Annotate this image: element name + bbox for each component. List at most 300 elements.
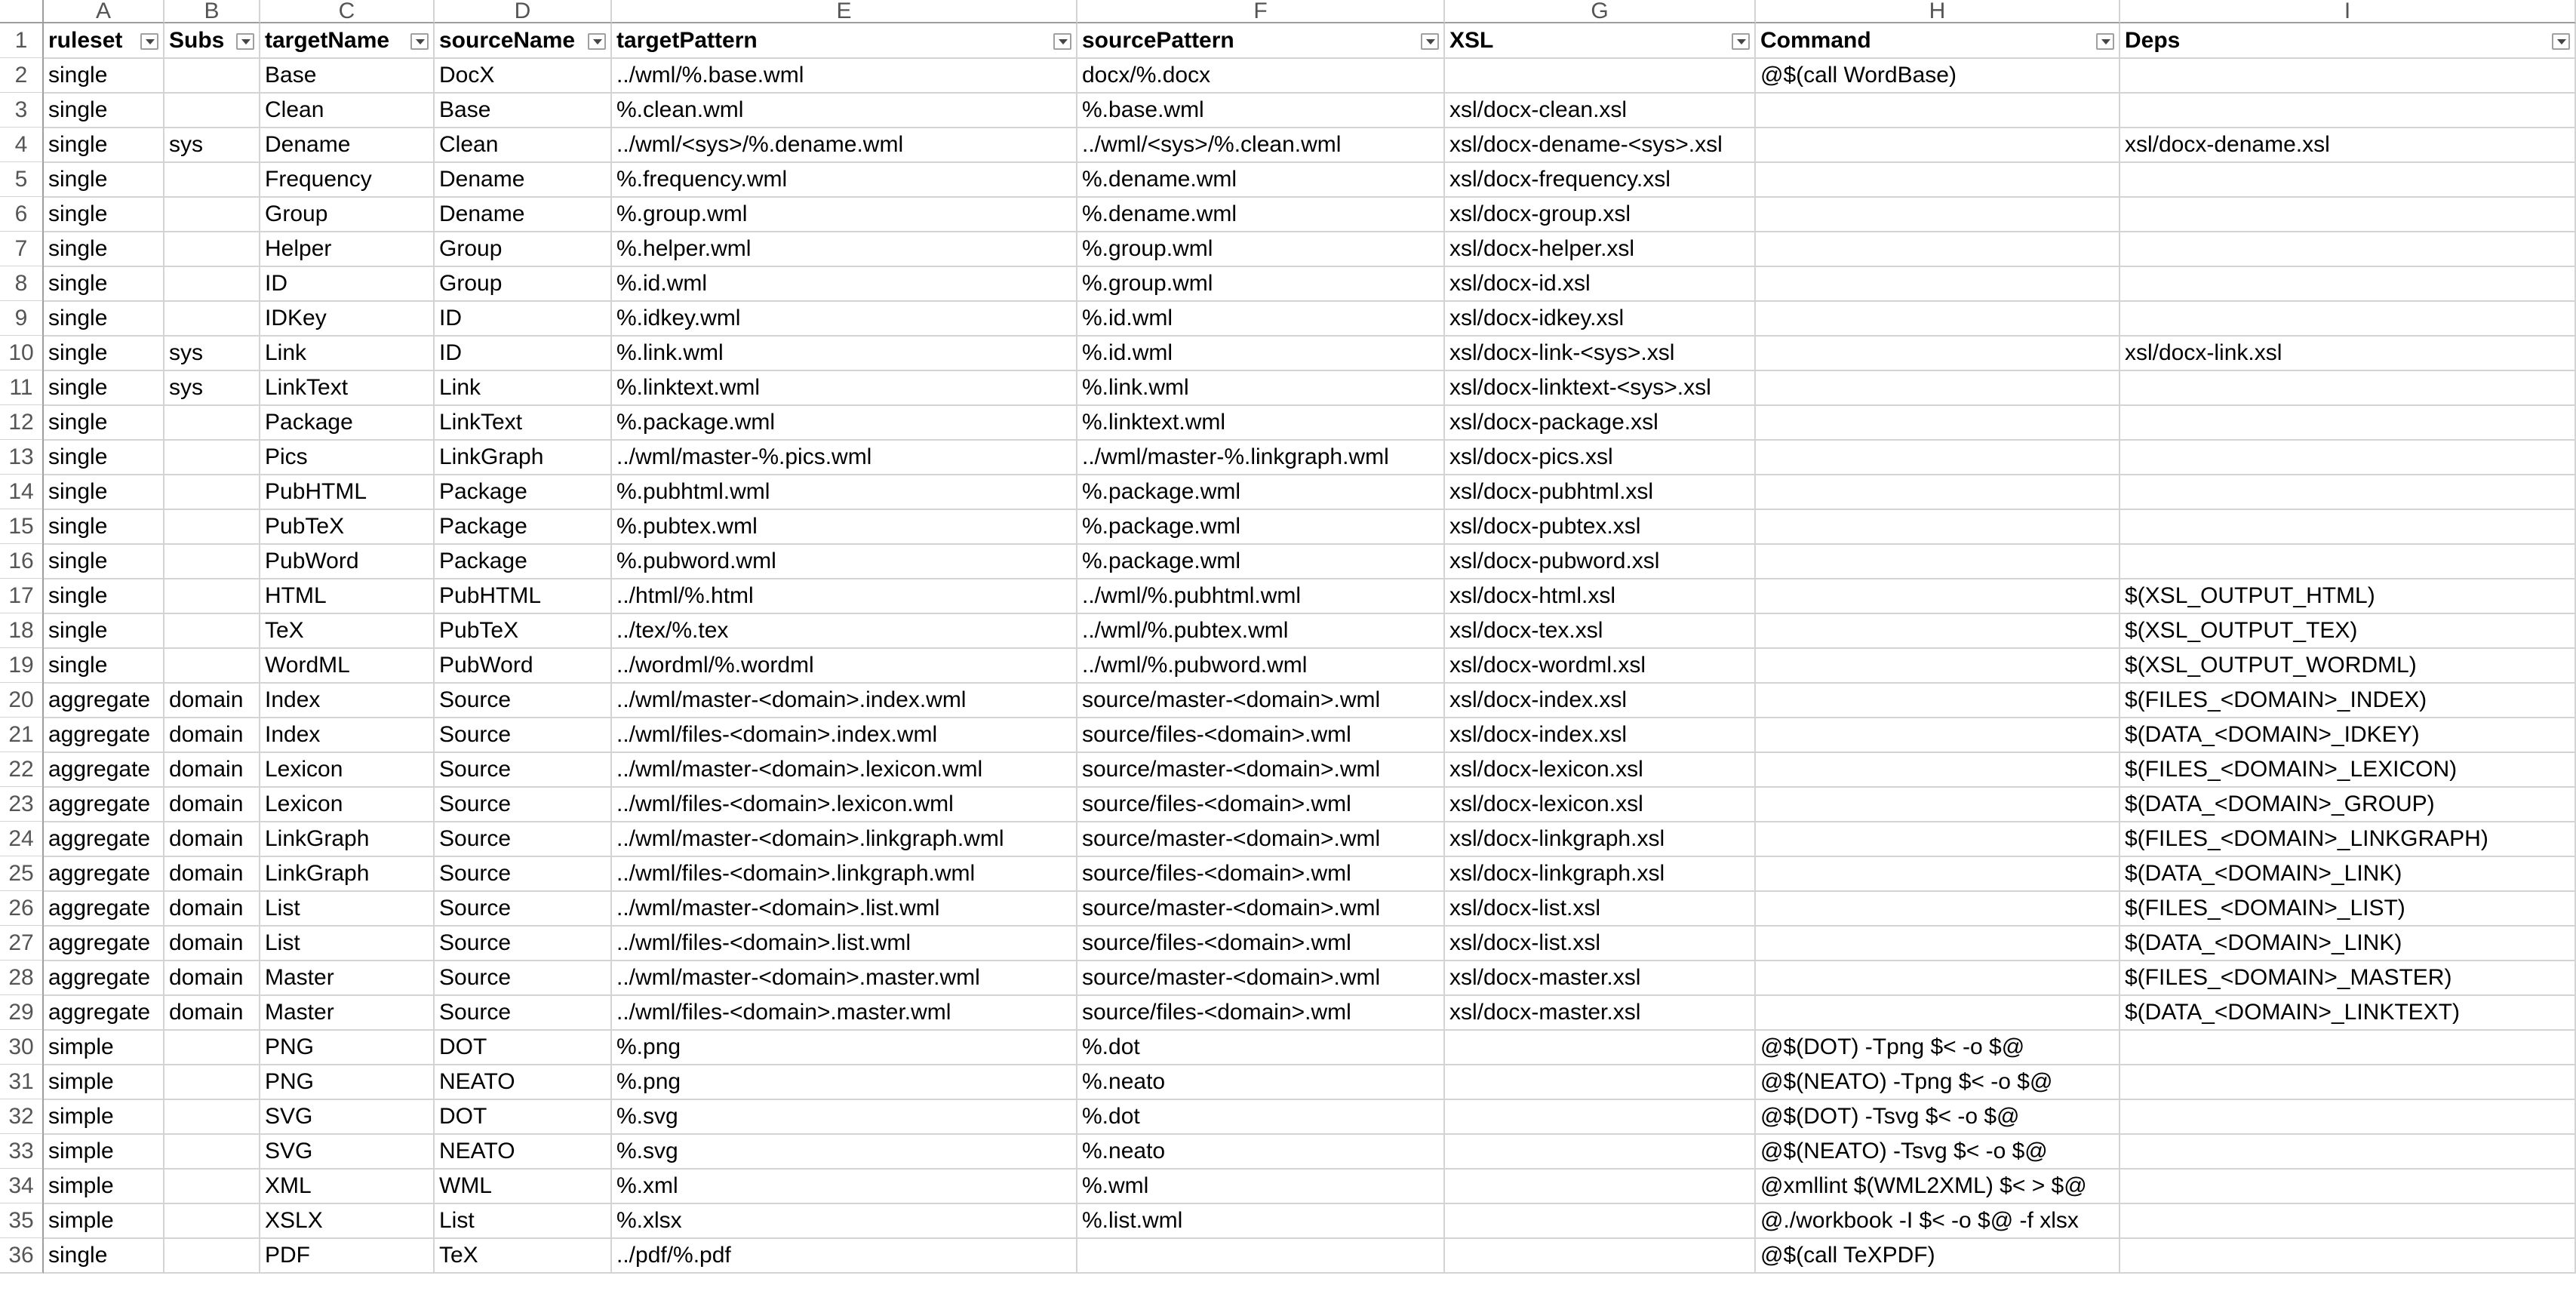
cell-d12[interactable]: LinkText (435, 405, 612, 441)
cell-c34[interactable]: XML (260, 1169, 435, 1204)
cell-f34[interactable]: %.wml (1077, 1169, 1445, 1204)
cell-a29[interactable]: aggregate (44, 995, 164, 1031)
filter-dropdown-icon[interactable] (1732, 33, 1750, 50)
cell-i10[interactable]: xsl/docx-link.xsl (2120, 336, 2576, 371)
cell-b2[interactable] (164, 58, 260, 94)
cell-a12[interactable]: single (44, 405, 164, 441)
cell-f20[interactable]: source/master-<domain>.wml (1077, 683, 1445, 718)
cell-c28[interactable]: Master (260, 961, 435, 996)
row-number[interactable]: 17 (0, 579, 44, 614)
cell-g28[interactable]: xsl/docx-master.xsl (1445, 961, 1756, 996)
row-number[interactable]: 25 (0, 856, 44, 892)
cell-f23[interactable]: source/files-<domain>.wml (1077, 787, 1445, 822)
cell-f5[interactable]: %.dename.wml (1077, 162, 1445, 198)
cell-h14[interactable] (1756, 475, 2120, 510)
cell-b17[interactable] (164, 579, 260, 614)
cell-e13[interactable]: ../wml/master-%.pics.wml (612, 440, 1077, 475)
cell-b11[interactable]: sys (164, 370, 260, 406)
cell-i9[interactable] (2120, 301, 2576, 337)
cell-h36[interactable]: @$(call TeXPDF) (1756, 1238, 2120, 1274)
cell-f31[interactable]: %.neato (1077, 1065, 1445, 1100)
column-header-i[interactable]: I (2120, 0, 2576, 23)
filter-dropdown-icon[interactable] (140, 33, 158, 50)
cell-d23[interactable]: Source (435, 787, 612, 822)
cell-e16[interactable]: %.pubword.wml (612, 544, 1077, 579)
header-cell-sourcename[interactable] (435, 23, 612, 59)
cell-i8[interactable] (2120, 266, 2576, 302)
column-header-g[interactable]: G (1445, 0, 1756, 23)
row-number[interactable]: 30 (0, 1030, 44, 1065)
cell-c25[interactable]: LinkGraph (260, 856, 435, 892)
cell-f36[interactable] (1077, 1238, 1445, 1274)
cell-i23[interactable]: $(DATA_<DOMAIN>_GROUP) (2120, 787, 2576, 822)
cell-g20[interactable]: xsl/docx-index.xsl (1445, 683, 1756, 718)
header-cell-sourcepattern[interactable] (1077, 23, 1445, 59)
cell-c30[interactable]: PNG (260, 1030, 435, 1065)
cell-c3[interactable]: Clean (260, 93, 435, 128)
cell-b29[interactable]: domain (164, 995, 260, 1031)
cell-b32[interactable] (164, 1099, 260, 1135)
cell-i27[interactable]: $(DATA_<DOMAIN>_LINK) (2120, 926, 2576, 961)
cell-g32[interactable] (1445, 1099, 1756, 1135)
cell-a21[interactable]: aggregate (44, 718, 164, 753)
cell-c7[interactable]: Helper (260, 232, 435, 267)
cell-g9[interactable]: xsl/docx-idkey.xsl (1445, 301, 1756, 337)
cell-i26[interactable]: $(FILES_<DOMAIN>_LIST) (2120, 891, 2576, 927)
row-number[interactable]: 18 (0, 613, 44, 649)
cell-a9[interactable]: single (44, 301, 164, 337)
row-number[interactable]: 2 (0, 58, 44, 94)
cell-d28[interactable]: Source (435, 961, 612, 996)
cell-i11[interactable] (2120, 370, 2576, 406)
cell-b18[interactable] (164, 613, 260, 649)
row-number[interactable]: 14 (0, 475, 44, 510)
cell-d14[interactable]: Package (435, 475, 612, 510)
cell-i31[interactable] (2120, 1065, 2576, 1100)
cell-d2[interactable]: DocX (435, 58, 612, 94)
filter-dropdown-icon[interactable] (410, 33, 429, 50)
cell-b5[interactable] (164, 162, 260, 198)
cell-g8[interactable]: xsl/docx-id.xsl (1445, 266, 1756, 302)
cell-g5[interactable]: xsl/docx-frequency.xsl (1445, 162, 1756, 198)
cell-d22[interactable]: Source (435, 752, 612, 788)
cell-g2[interactable] (1445, 58, 1756, 94)
cell-d9[interactable]: ID (435, 301, 612, 337)
cell-i19[interactable]: $(XSL_OUTPUT_WORDML) (2120, 648, 2576, 684)
cell-b4[interactable]: sys (164, 128, 260, 163)
cell-a4[interactable]: single (44, 128, 164, 163)
cell-d25[interactable]: Source (435, 856, 612, 892)
cell-i18[interactable]: $(XSL_OUTPUT_TEX) (2120, 613, 2576, 649)
cell-d24[interactable]: Source (435, 822, 612, 857)
cell-i30[interactable] (2120, 1030, 2576, 1065)
header-cell-ruleset[interactable] (44, 23, 164, 59)
cell-g10[interactable]: xsl/docx-link-<sys>.xsl (1445, 336, 1756, 371)
cell-e19[interactable]: ../wordml/%.wordml (612, 648, 1077, 684)
row-number[interactable]: 23 (0, 787, 44, 822)
cell-d35[interactable]: List (435, 1203, 612, 1239)
cell-i14[interactable] (2120, 475, 2576, 510)
cell-b15[interactable] (164, 509, 260, 545)
cell-c8[interactable]: ID (260, 266, 435, 302)
cell-d4[interactable]: Clean (435, 128, 612, 163)
cell-a34[interactable]: simple (44, 1169, 164, 1204)
cell-i28[interactable]: $(FILES_<DOMAIN>_MASTER) (2120, 961, 2576, 996)
row-number[interactable]: 22 (0, 752, 44, 788)
cell-e10[interactable]: %.link.wml (612, 336, 1077, 371)
cell-i17[interactable]: $(XSL_OUTPUT_HTML) (2120, 579, 2576, 614)
row-number[interactable]: 29 (0, 995, 44, 1031)
cell-c10[interactable]: Link (260, 336, 435, 371)
cell-f25[interactable]: source/files-<domain>.wml (1077, 856, 1445, 892)
cell-c32[interactable]: SVG (260, 1099, 435, 1135)
cell-g33[interactable] (1445, 1134, 1756, 1170)
cell-i5[interactable] (2120, 162, 2576, 198)
cell-b27[interactable]: domain (164, 926, 260, 961)
column-header-b[interactable]: B (164, 0, 260, 23)
cell-b3[interactable] (164, 93, 260, 128)
header-cell-targetname[interactable] (260, 23, 435, 59)
cell-h26[interactable] (1756, 891, 2120, 927)
row-number[interactable]: 32 (0, 1099, 44, 1135)
cell-h34[interactable]: @xmllint $(WML2XML) $< > $@ (1756, 1169, 2120, 1204)
cell-b36[interactable] (164, 1238, 260, 1274)
cell-c4[interactable]: Dename (260, 128, 435, 163)
cell-h31[interactable]: @$(NEATO) -Tpng $< -o $@ (1756, 1065, 2120, 1100)
cell-f8[interactable]: %.group.wml (1077, 266, 1445, 302)
cell-c12[interactable]: Package (260, 405, 435, 441)
cell-d10[interactable]: ID (435, 336, 612, 371)
cell-g35[interactable] (1445, 1203, 1756, 1239)
cell-f19[interactable]: ../wml/%.pubword.wml (1077, 648, 1445, 684)
cell-i2[interactable] (2120, 58, 2576, 94)
row-number[interactable]: 19 (0, 648, 44, 684)
cell-e4[interactable]: ../wml/<sys>/%.dename.wml (612, 128, 1077, 163)
cell-f18[interactable]: ../wml/%.pubtex.wml (1077, 613, 1445, 649)
header-cell-subs[interactable] (164, 23, 260, 59)
cell-h5[interactable] (1756, 162, 2120, 198)
cell-i15[interactable] (2120, 509, 2576, 545)
cell-f22[interactable]: source/master-<domain>.wml (1077, 752, 1445, 788)
cell-d32[interactable]: DOT (435, 1099, 612, 1135)
cell-b20[interactable]: domain (164, 683, 260, 718)
cell-a14[interactable]: single (44, 475, 164, 510)
cell-h30[interactable]: @$(DOT) -Tpng $< -o $@ (1756, 1030, 2120, 1065)
cell-i21[interactable]: $(DATA_<DOMAIN>_IDKEY) (2120, 718, 2576, 753)
cell-c2[interactable]: Base (260, 58, 435, 94)
column-header-c[interactable]: C (260, 0, 435, 23)
cell-c27[interactable]: List (260, 926, 435, 961)
filter-dropdown-icon[interactable] (1421, 33, 1439, 50)
cell-h9[interactable] (1756, 301, 2120, 337)
cell-i3[interactable] (2120, 93, 2576, 128)
cell-h8[interactable] (1756, 266, 2120, 302)
cell-b21[interactable]: domain (164, 718, 260, 753)
column-header-d[interactable]: D (435, 0, 612, 23)
cell-i16[interactable] (2120, 544, 2576, 579)
row-number[interactable]: 24 (0, 822, 44, 857)
cell-h13[interactable] (1756, 440, 2120, 475)
cell-f13[interactable]: ../wml/master-%.linkgraph.wml (1077, 440, 1445, 475)
cell-a32[interactable]: simple (44, 1099, 164, 1135)
cell-f11[interactable]: %.link.wml (1077, 370, 1445, 406)
filter-dropdown-icon[interactable] (1053, 33, 1071, 50)
cell-e32[interactable]: %.svg (612, 1099, 1077, 1135)
cell-a8[interactable]: single (44, 266, 164, 302)
cell-i25[interactable]: $(DATA_<DOMAIN>_LINK) (2120, 856, 2576, 892)
cell-c31[interactable]: PNG (260, 1065, 435, 1100)
cell-i4[interactable]: xsl/docx-dename.xsl (2120, 128, 2576, 163)
header-cell-deps[interactable] (2120, 23, 2576, 59)
cell-d7[interactable]: Group (435, 232, 612, 267)
cell-e11[interactable]: %.linktext.wml (612, 370, 1077, 406)
cell-d29[interactable]: Source (435, 995, 612, 1031)
cell-d26[interactable]: Source (435, 891, 612, 927)
cell-b7[interactable] (164, 232, 260, 267)
cell-f30[interactable]: %.dot (1077, 1030, 1445, 1065)
cell-a2[interactable]: single (44, 58, 164, 94)
header-cell-targetpattern[interactable] (612, 23, 1077, 59)
cell-i20[interactable]: $(FILES_<DOMAIN>_INDEX) (2120, 683, 2576, 718)
cell-h28[interactable] (1756, 961, 2120, 996)
cell-g4[interactable]: xsl/docx-dename-<sys>.xsl (1445, 128, 1756, 163)
cell-d11[interactable]: Link (435, 370, 612, 406)
cell-c15[interactable]: PubTeX (260, 509, 435, 545)
cell-h4[interactable] (1756, 128, 2120, 163)
cell-a3[interactable]: single (44, 93, 164, 128)
cell-d15[interactable]: Package (435, 509, 612, 545)
cell-g27[interactable]: xsl/docx-list.xsl (1445, 926, 1756, 961)
cell-g25[interactable]: xsl/docx-linkgraph.xsl (1445, 856, 1756, 892)
cell-c16[interactable]: PubWord (260, 544, 435, 579)
cell-h3[interactable] (1756, 93, 2120, 128)
cell-g31[interactable] (1445, 1065, 1756, 1100)
cell-d16[interactable]: Package (435, 544, 612, 579)
filter-dropdown-icon[interactable] (588, 33, 606, 50)
cell-e9[interactable]: %.idkey.wml (612, 301, 1077, 337)
cell-c23[interactable]: Lexicon (260, 787, 435, 822)
row-number[interactable]: 7 (0, 232, 44, 267)
cell-e28[interactable]: ../wml/master-<domain>.master.wml (612, 961, 1077, 996)
cell-f17[interactable]: ../wml/%.pubhtml.wml (1077, 579, 1445, 614)
cell-d13[interactable]: LinkGraph (435, 440, 612, 475)
cell-g26[interactable]: xsl/docx-list.xsl (1445, 891, 1756, 927)
cell-h25[interactable] (1756, 856, 2120, 892)
cell-b31[interactable] (164, 1065, 260, 1100)
cell-d8[interactable]: Group (435, 266, 612, 302)
cell-b23[interactable]: domain (164, 787, 260, 822)
cell-b6[interactable] (164, 197, 260, 232)
cell-g13[interactable]: xsl/docx-pics.xsl (1445, 440, 1756, 475)
cell-b34[interactable] (164, 1169, 260, 1204)
cell-a36[interactable]: single (44, 1238, 164, 1274)
row-number[interactable]: 20 (0, 683, 44, 718)
cell-e23[interactable]: ../wml/files-<domain>.lexicon.wml (612, 787, 1077, 822)
cell-a27[interactable]: aggregate (44, 926, 164, 961)
cell-d30[interactable]: DOT (435, 1030, 612, 1065)
column-header-e[interactable]: E (612, 0, 1077, 23)
cell-d20[interactable]: Source (435, 683, 612, 718)
cell-h22[interactable] (1756, 752, 2120, 788)
row-number[interactable]: 3 (0, 93, 44, 128)
cell-b16[interactable] (164, 544, 260, 579)
row-number[interactable]: 9 (0, 301, 44, 337)
cell-h19[interactable] (1756, 648, 2120, 684)
header-cell-xsl[interactable] (1445, 23, 1756, 59)
cell-e3[interactable]: %.clean.wml (612, 93, 1077, 128)
cell-g14[interactable]: xsl/docx-pubhtml.xsl (1445, 475, 1756, 510)
cell-f33[interactable]: %.neato (1077, 1134, 1445, 1170)
cell-b22[interactable]: domain (164, 752, 260, 788)
cell-e29[interactable]: ../wml/files-<domain>.master.wml (612, 995, 1077, 1031)
cell-a15[interactable]: single (44, 509, 164, 545)
column-header-a[interactable]: A (44, 0, 164, 23)
cell-g17[interactable]: xsl/docx-html.xsl (1445, 579, 1756, 614)
cell-e12[interactable]: %.package.wml (612, 405, 1077, 441)
cell-i6[interactable] (2120, 197, 2576, 232)
cell-e33[interactable]: %.svg (612, 1134, 1077, 1170)
cell-h15[interactable] (1756, 509, 2120, 545)
filter-dropdown-icon[interactable] (2552, 33, 2570, 50)
cell-c17[interactable]: HTML (260, 579, 435, 614)
cell-c14[interactable]: PubHTML (260, 475, 435, 510)
cell-e7[interactable]: %.helper.wml (612, 232, 1077, 267)
cell-e24[interactable]: ../wml/master-<domain>.linkgraph.wml (612, 822, 1077, 857)
cell-c13[interactable]: Pics (260, 440, 435, 475)
row-number[interactable]: 6 (0, 197, 44, 232)
cell-d18[interactable]: PubTeX (435, 613, 612, 649)
cell-c5[interactable]: Frequency (260, 162, 435, 198)
cell-f21[interactable]: source/files-<domain>.wml (1077, 718, 1445, 753)
cell-c33[interactable]: SVG (260, 1134, 435, 1170)
cell-b33[interactable] (164, 1134, 260, 1170)
cell-i32[interactable] (2120, 1099, 2576, 1135)
row-number[interactable]: 16 (0, 544, 44, 579)
cell-e17[interactable]: ../html/%.html (612, 579, 1077, 614)
cell-e18[interactable]: ../tex/%.tex (612, 613, 1077, 649)
cell-b8[interactable] (164, 266, 260, 302)
cell-e5[interactable]: %.frequency.wml (612, 162, 1077, 198)
cell-h10[interactable] (1756, 336, 2120, 371)
cell-a19[interactable]: single (44, 648, 164, 684)
cell-g3[interactable]: xsl/docx-clean.xsl (1445, 93, 1756, 128)
cell-h16[interactable] (1756, 544, 2120, 579)
cell-i13[interactable] (2120, 440, 2576, 475)
cell-f32[interactable]: %.dot (1077, 1099, 1445, 1135)
cell-d17[interactable]: PubHTML (435, 579, 612, 614)
column-header-f[interactable]: F (1077, 0, 1445, 23)
cell-c20[interactable]: Index (260, 683, 435, 718)
cell-f35[interactable]: %.list.wml (1077, 1203, 1445, 1239)
cell-e8[interactable]: %.id.wml (612, 266, 1077, 302)
cell-d19[interactable]: PubWord (435, 648, 612, 684)
cell-f2[interactable]: docx/%.docx (1077, 58, 1445, 94)
cell-a30[interactable]: simple (44, 1030, 164, 1065)
cell-e21[interactable]: ../wml/files-<domain>.index.wml (612, 718, 1077, 753)
cell-d34[interactable]: WML (435, 1169, 612, 1204)
cell-e31[interactable]: %.png (612, 1065, 1077, 1100)
cell-i7[interactable] (2120, 232, 2576, 267)
cell-g30[interactable] (1445, 1030, 1756, 1065)
cell-h21[interactable] (1756, 718, 2120, 753)
row-number[interactable]: 13 (0, 440, 44, 475)
cell-f26[interactable]: source/master-<domain>.wml (1077, 891, 1445, 927)
cell-g12[interactable]: xsl/docx-package.xsl (1445, 405, 1756, 441)
cell-h17[interactable] (1756, 579, 2120, 614)
cell-b30[interactable] (164, 1030, 260, 1065)
cell-b35[interactable] (164, 1203, 260, 1239)
cell-b19[interactable] (164, 648, 260, 684)
row-number[interactable]: 26 (0, 891, 44, 927)
cell-g24[interactable]: xsl/docx-linkgraph.xsl (1445, 822, 1756, 857)
row-number[interactable]: 4 (0, 128, 44, 163)
cell-b12[interactable] (164, 405, 260, 441)
cell-h6[interactable] (1756, 197, 2120, 232)
cell-g11[interactable]: xsl/docx-linktext-<sys>.xsl (1445, 370, 1756, 406)
cell-b9[interactable] (164, 301, 260, 337)
column-header-h[interactable]: H (1756, 0, 2120, 23)
cell-g22[interactable]: xsl/docx-lexicon.xsl (1445, 752, 1756, 788)
cell-f14[interactable]: %.package.wml (1077, 475, 1445, 510)
cell-f6[interactable]: %.dename.wml (1077, 197, 1445, 232)
cell-g36[interactable] (1445, 1238, 1756, 1274)
row-number[interactable]: 31 (0, 1065, 44, 1100)
cell-e20[interactable]: ../wml/master-<domain>.index.wml (612, 683, 1077, 718)
cell-i34[interactable] (2120, 1169, 2576, 1204)
cell-a22[interactable]: aggregate (44, 752, 164, 788)
cell-d31[interactable]: NEATO (435, 1065, 612, 1100)
row-number[interactable]: 33 (0, 1134, 44, 1170)
cell-f24[interactable]: source/master-<domain>.wml (1077, 822, 1445, 857)
cell-f29[interactable]: source/files-<domain>.wml (1077, 995, 1445, 1031)
cell-g21[interactable]: xsl/docx-index.xsl (1445, 718, 1756, 753)
cell-e34[interactable]: %.xml (612, 1169, 1077, 1204)
cell-h11[interactable] (1756, 370, 2120, 406)
row-number[interactable]: 15 (0, 509, 44, 545)
cell-f3[interactable]: %.base.wml (1077, 93, 1445, 128)
cell-e30[interactable]: %.png (612, 1030, 1077, 1065)
cell-f12[interactable]: %.linktext.wml (1077, 405, 1445, 441)
cell-e15[interactable]: %.pubtex.wml (612, 509, 1077, 545)
cell-c29[interactable]: Master (260, 995, 435, 1031)
cell-g18[interactable]: xsl/docx-tex.xsl (1445, 613, 1756, 649)
cell-h35[interactable]: @./workbook -I $< -o $@ -f xlsx (1756, 1203, 2120, 1239)
cell-h7[interactable] (1756, 232, 2120, 267)
cell-b14[interactable] (164, 475, 260, 510)
cell-c24[interactable]: LinkGraph (260, 822, 435, 857)
cell-a11[interactable]: single (44, 370, 164, 406)
cell-c19[interactable]: WordML (260, 648, 435, 684)
row-number[interactable]: 35 (0, 1203, 44, 1239)
cell-a33[interactable]: simple (44, 1134, 164, 1170)
cell-h32[interactable]: @$(DOT) -Tsvg $< -o $@ (1756, 1099, 2120, 1135)
cell-b24[interactable]: domain (164, 822, 260, 857)
cell-g16[interactable]: xsl/docx-pubword.xsl (1445, 544, 1756, 579)
cell-a5[interactable]: single (44, 162, 164, 198)
cell-c35[interactable]: XSLX (260, 1203, 435, 1239)
cell-f7[interactable]: %.group.wml (1077, 232, 1445, 267)
cell-e25[interactable]: ../wml/files-<domain>.linkgraph.wml (612, 856, 1077, 892)
header-cell-command[interactable] (1756, 23, 2120, 59)
cell-d21[interactable]: Source (435, 718, 612, 753)
cell-a35[interactable]: simple (44, 1203, 164, 1239)
row-number[interactable]: 36 (0, 1238, 44, 1274)
cell-g23[interactable]: xsl/docx-lexicon.xsl (1445, 787, 1756, 822)
cell-c36[interactable]: PDF (260, 1238, 435, 1274)
cell-e22[interactable]: ../wml/master-<domain>.lexicon.wml (612, 752, 1077, 788)
cell-f28[interactable]: source/master-<domain>.wml (1077, 961, 1445, 996)
cell-a13[interactable]: single (44, 440, 164, 475)
